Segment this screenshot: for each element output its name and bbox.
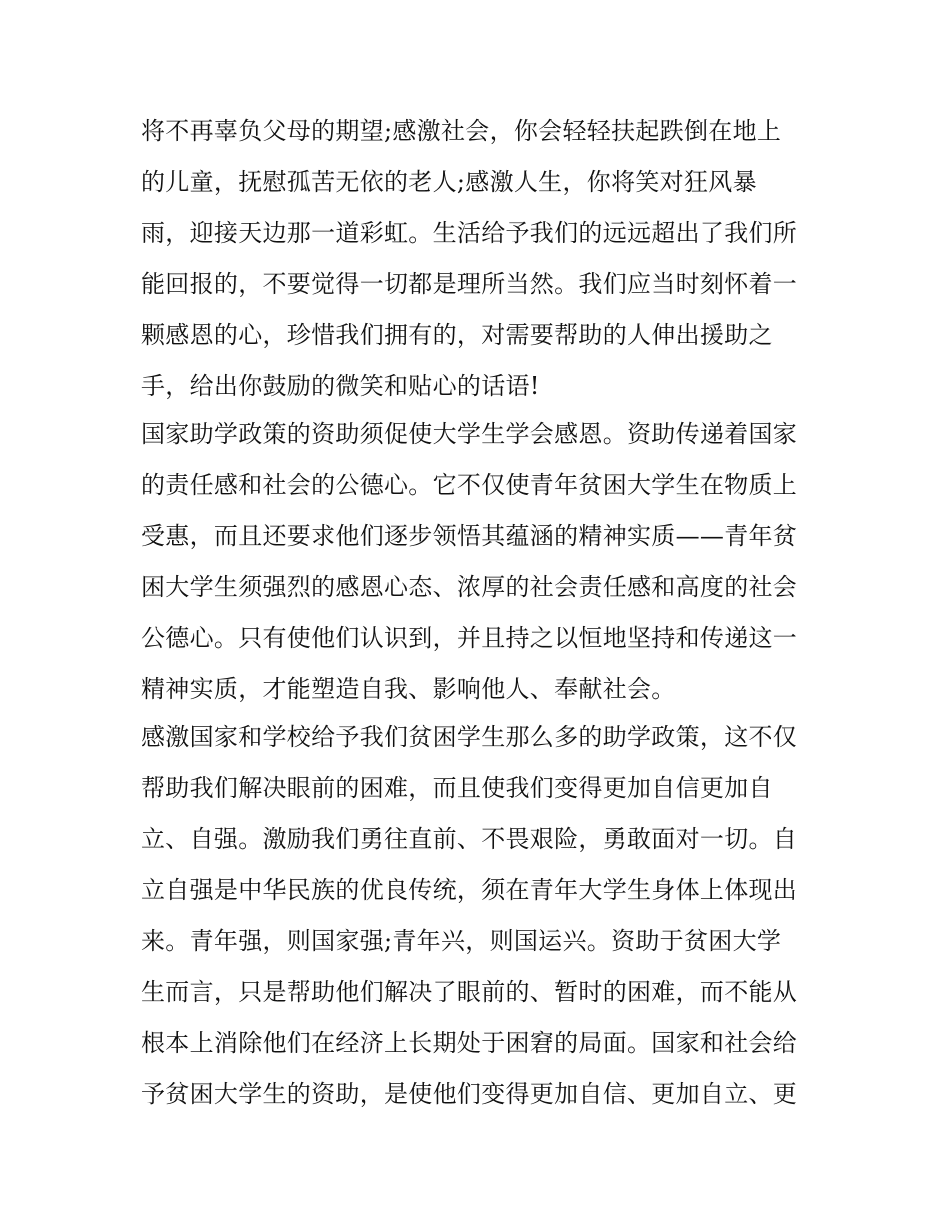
text-line: 公德心。只有使他们认识到，并且持之以恒地坚持和传递这一 <box>141 624 798 652</box>
text-line: 雨，迎接天边那一道彩虹。生活给予我们的远远超出了我们所 <box>141 219 798 247</box>
text-line: 将不再辜负父母的期望;感激社会，你会轻轻扶起跌倒在地上 <box>141 117 782 145</box>
text-line: 受惠，而且还要求他们逐步领悟其蕴涵的精神实质——青年贫 <box>141 522 798 550</box>
text-line: 颗感恩的心，珍惜我们拥有的，对需要帮助的人伸出援助之 <box>141 321 773 349</box>
text-line: 能回报的，不要觉得一切都是理所当然。我们应当时刻怀着一 <box>141 270 798 298</box>
text-line: 立、自强。激励我们勇往直前、不畏艰险，勇敢面对一切。自 <box>141 825 798 853</box>
text-line: 国家助学政策的资助须促使大学生学会感恩。资助传递着国家 <box>141 420 798 448</box>
text-line: 立自强是中华民族的优良传统，须在青年大学生身体上体现出 <box>141 876 798 904</box>
text-line: 感激国家和学校给予我们贫困学生那么多的助学政策，这不仅 <box>141 723 798 751</box>
text-line: 来。青年强，则国家强;青年兴，则国运兴。资助于贫困大学 <box>141 927 782 955</box>
text-line: 生而言，只是帮助他们解决了眼前的、暂时的困难，而不能从 <box>141 978 798 1006</box>
text-line: 困大学生须强烈的感恩心态、浓厚的社会责任感和高度的社会 <box>141 573 798 601</box>
text-line: 的儿童，抚慰孤苦无依的老人;感激人生，你将笑对狂风暴 <box>141 168 757 196</box>
text-line: 精神实质，才能塑造自我、影响他人、奉献社会。 <box>141 675 676 703</box>
text-line: 帮助我们解决眼前的困难，而且使我们变得更加自信更加自 <box>141 774 773 802</box>
text-line: 的责任感和社会的公德心。它不仅使青年贫困大学生在物质上 <box>141 471 798 499</box>
text-line: 手，给出你鼓励的微笑和贴心的话语! <box>141 372 540 400</box>
text-line: 根本上消除他们在经济上长期处于困窘的局面。国家和社会给 <box>141 1029 798 1057</box>
text-line: 予贫困大学生的资助，是使他们变得更加自信、更加自立、更 <box>141 1080 798 1108</box>
